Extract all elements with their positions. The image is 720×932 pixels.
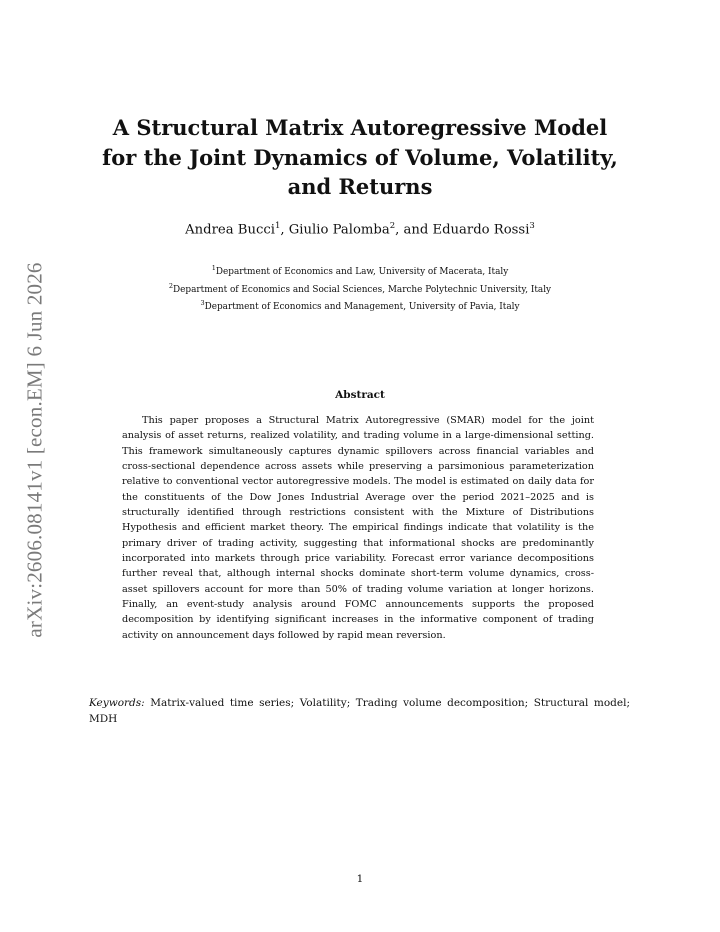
author-separator: , [280, 222, 289, 238]
author-name: Eduardo Rossi [432, 222, 530, 238]
author-name: Giulio Palomba [288, 222, 390, 238]
affiliation-mark: 2 [168, 281, 174, 290]
abstract-heading: Abstract [335, 389, 385, 401]
affiliation-text: Department of Economics and Law, University of Macerata, Italy [215, 266, 509, 277]
arxiv-sidebar-identifier: arXiv:2606.08141v1 [econ.EM] 6 Jun 2026 [22, 262, 47, 638]
title-line: A Structural Matrix Autoregressive Model [112, 115, 608, 140]
keywords-block [89, 696, 630, 727]
affiliation-line [0, 280, 720, 298]
paper-title [0, 113, 720, 202]
author-affiliation-mark: 1 [274, 221, 281, 231]
page-number: 1 [356, 873, 364, 885]
affiliation-text: Department of Economics and Management, University of Pavia, Italy [204, 302, 520, 313]
author-list [0, 221, 720, 237]
affiliation-mark: 3 [200, 299, 205, 308]
affiliation-line [0, 262, 720, 280]
affiliation-text: Department of Economics and Social Sciences, Marche Polytechnic University, Italy [173, 284, 552, 295]
affiliation-line [0, 297, 720, 315]
title-line: and Returns [287, 174, 433, 199]
keywords-label: Keywords: [89, 697, 145, 709]
author-separator: , and [395, 222, 433, 238]
title-line: for the Joint Dynamics of Volume, Volatility, [102, 144, 618, 170]
affiliation-list [0, 262, 720, 315]
affiliation-mark: 1 [211, 264, 216, 272]
keywords-text: Matrix-valued time series; Volatility; Trading volume decomposition; Structural model; MDH [89, 697, 630, 725]
author-affiliation-mark: 2 [389, 221, 396, 231]
author-name: Andrea Bucci [185, 222, 275, 238]
abstract-text: This paper proposes a Structural Matrix Autoregressive (SMAR) model for the joint analysis of asset returns, realized volatility, and trading volume in a large-dimensional setting. This framework simultaneously captures dynamic spillovers across financial variables and cross-sectional dependence across assets while preserving a parsimonious parameterization relative to conventional vector autoregressive models. The model is estimated on daily data for the constituents of the Dow Jones Industrial Average over the period 2021–2025 and is structurally identified through restrictions consistent with the Mixture of Distributions Hypothesis and efficient market theory. The empirical findings indicate that volatility is the primary driver of trading activity, suggesting that informational shocks are predominantly incorporated into markets through price variability. Forecast error variance decompositions further reveal that, although internal shocks dominate short-term volume dynamics, cross-asset spillovers account for more than 50% of trading volume variation at longer horizons. Finally, an event-study analysis around FOMC announcements supports the proposed decomposition by identifying significant increases in the informative component of trading activity on announcement days followed by rapid mean reversion. [122, 415, 594, 641]
author-affiliation-mark: 3 [529, 221, 535, 231]
